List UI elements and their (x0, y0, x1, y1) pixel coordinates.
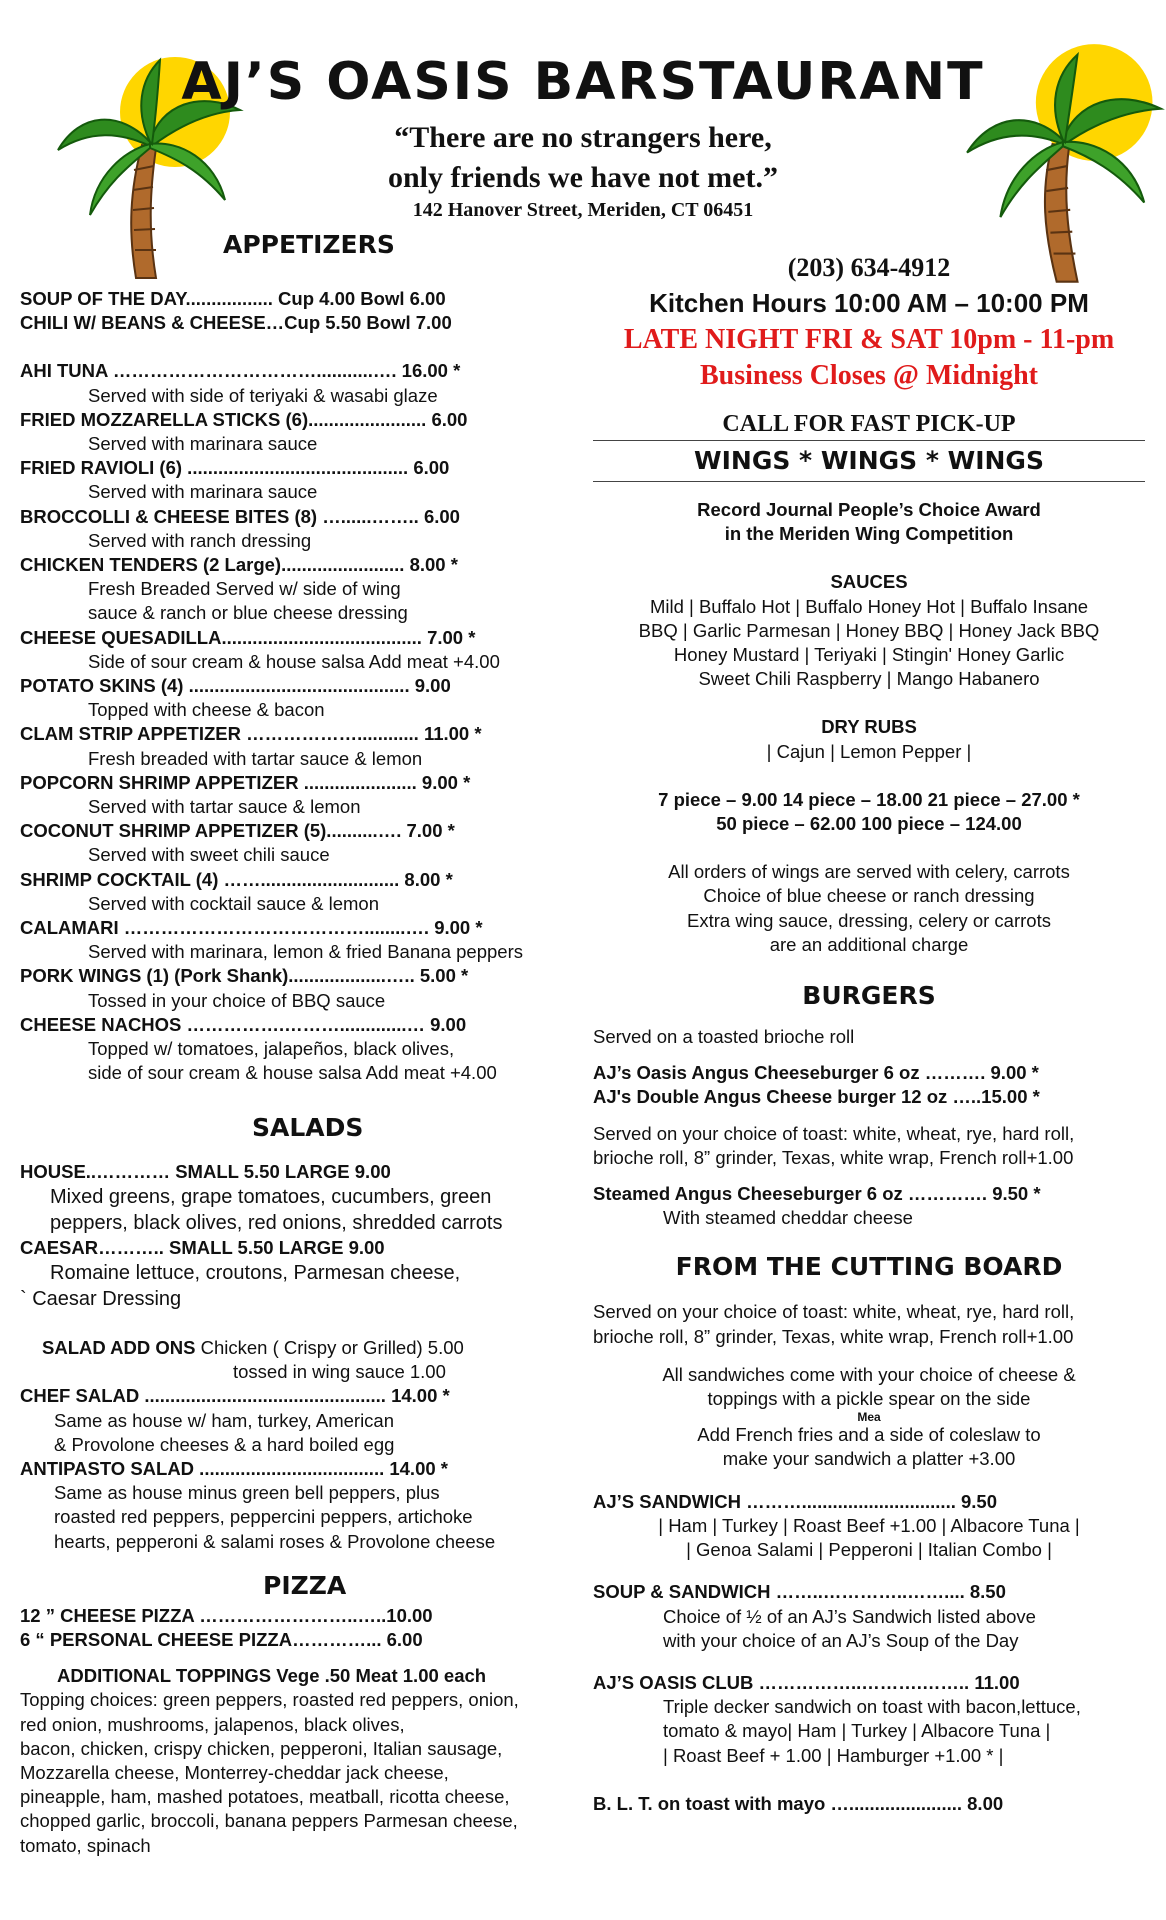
topping-line: chopped garlic, broccoli, banana peppers Parmesan cheese, (20, 1810, 518, 1832)
menu-item-name: AHI TUNA ……………………………...........…. 16.00 * (20, 360, 461, 382)
award-line: Record Journal People’s Choice Award (697, 499, 1041, 520)
right-menu-column (593, 252, 1145, 1816)
motto-line-1: “There are no strangers here, (394, 121, 772, 154)
toast-line: brioche roll, 8” grinder, Texas, white wrap, French roll+1.00 (593, 1325, 1074, 1347)
sandwich-aj: AJ’S SANDWICH ……….............................. 9.50 (593, 1490, 997, 1512)
price-line: 50 piece – 62.00 100 piece – 124.00 (716, 813, 1022, 835)
sauce-line: BBQ | Garlic Parmesan | Honey BBQ | Honey Jack BBQ (638, 619, 1100, 641)
menu-item-name: FRIED RAVIOLI (6) ........................................... 6.00 (20, 457, 450, 479)
topping-line: Mozzarella cheese, Monterrey-cheddar jack cheese, (20, 1761, 449, 1783)
menu-item-name: CHEESE NACHOS …………….……….............… 9.00 (20, 1013, 467, 1035)
option-line: | Ham | Turkey | Roast Beef +1.00 | Albacore Tuna | (658, 1514, 1080, 1536)
menu-item-desc: & Provolone cheeses & a hard boiled egg (54, 1433, 395, 1455)
menu-item-name: POPCORN SHRIMP APPETIZER ...................... 9.00 * (20, 771, 471, 793)
menu-item-desc: Tossed in your choice of BBQ sauce (88, 989, 386, 1011)
menu-item-desc: Served with sweet chili sauce (88, 844, 330, 866)
menu-item-desc: Same as house w/ ham, turkey, American (54, 1409, 395, 1431)
street-address: 142 Hanover Street, Meriden, CT 06451 (412, 199, 754, 221)
motto-quote (0, 118, 1166, 198)
salads-heading: SALADS (252, 1112, 364, 1142)
sauce-list (593, 595, 1145, 692)
chili-beans-cheese: CHILI W/ BEANS & CHEESE…Cup 5.50 Bowl 7.00 (20, 312, 452, 334)
menu-item-desc: Choice of ½ of an AJ’s Sandwich listed above (663, 1605, 1036, 1627)
closing-time: Business Closes @ Midnight (699, 360, 1038, 391)
sauces-heading: SAUCES (830, 571, 908, 593)
option-line: | Genoa Salami | Pepperoni | Italian Combo | (686, 1539, 1052, 1561)
menu-item-desc: Served with marinara sauce (88, 433, 318, 455)
note-line: All orders of wings are served with celery, carrots (668, 861, 1070, 883)
menu-item-name: CHEESE QUESADILLA....................................... 7.00 * (20, 626, 476, 648)
menu-item-desc: Served with marinara sauce (88, 481, 318, 503)
oasis-club: AJ’S OASIS CLUB ……………..……….…….. 11.00 (593, 1671, 1020, 1693)
wing-notes (593, 860, 1145, 957)
menu-item-desc: with your choice of an AJ’s Soup of the Day (663, 1629, 1019, 1651)
salad-chef: CHEF SALAD ............................................... 14.00 * (20, 1385, 450, 1407)
dry-rubs-list: | Cajun | Lemon Pepper | (766, 740, 972, 762)
menu-item-desc: Fresh breaded with tartar sauce & lemon (88, 747, 423, 769)
note-line: are an additional charge (769, 933, 969, 955)
pizza-toppings-heading: ADDITIONAL TOPPINGS Vege .50 Meat 1.00 each (57, 1665, 487, 1687)
menu-item-desc: Triple decker sandwich on toast with bacon,lettuce, (663, 1696, 1081, 1718)
menu-item-name: CHICKEN TENDERS (2 Large)........................ 8.00 * (20, 554, 458, 576)
left-menu-column (20, 225, 595, 1858)
salad-antipasto: ANTIPASTO SALAD .................................... 14.00 * (20, 1457, 448, 1479)
menu-item-desc: Same as house minus green bell peppers, plus (54, 1482, 440, 1504)
note-line: Extra wing sauce, dressing, celery or carrots (687, 909, 1051, 931)
topping-line: red onion, mushrooms, jalapenos, black olives, (20, 1713, 405, 1735)
menu-item-name: FRIED MOZZARELLA STICKS (6)....................... 6.00 (20, 408, 468, 430)
topping-line: bacon, chicken, crispy chicken, pepperoni, Italian sausage, (20, 1737, 503, 1759)
salad-caesar-desc (20, 1260, 595, 1312)
award-line: in the Meriden Wing Competition (724, 523, 1014, 545)
toast-line: brioche roll, 8” grinder, Texas, white wrap, French roll+1.00 (593, 1146, 1074, 1168)
menu-item-desc: Served with side of teriyaki & wasabi glaze (88, 384, 438, 406)
menu-item-desc: Served with marinara, lemon & fried Banana peppers (88, 941, 523, 963)
salad-add-ons-wing-sauce: tossed in wing sauce 1.00 (233, 1361, 446, 1383)
menu-item-desc: With steamed cheddar cheese (663, 1207, 913, 1229)
pizza-heading: PIZZA (263, 1570, 347, 1600)
menu-item-desc: Topped with cheese & bacon (88, 699, 325, 721)
blt-sandwich: B. L. T. on toast with mayo …...................... 8.00 (593, 1792, 1004, 1814)
phone-number: (203) 634-4912 (787, 253, 951, 282)
late-night-hours: LATE NIGHT FRI & SAT 10pm - 11-pm (623, 324, 1115, 355)
sandwich-notes (593, 1363, 1145, 1472)
pizza-toppings-list (20, 1688, 595, 1857)
menu-item-desc: | Roast Beef + 1.00 | Hamburger +1.00 * | (663, 1744, 1004, 1766)
burger-oasis-angus: AJ’s Oasis Angus Cheeseburger 6 oz ………. 9.00 * (593, 1062, 1039, 1084)
salad-add-ons-chicken: Chicken ( Crispy or Grilled) 5.00 (195, 1336, 464, 1358)
menu-item-name: CALAMARI …………………………………........…. 9.00 * (20, 917, 483, 939)
menu-item-desc: sauce & ranch or blue cheese dressing (88, 602, 408, 624)
menu-item-desc: Served with ranch dressing (88, 529, 312, 551)
menu-item-desc: Topped w/ tomatoes, jalapeños, black olives, (88, 1038, 455, 1060)
soup-of-the-day: SOUP OF THE DAY................. Cup 4.00 Bowl 6.00 (20, 288, 446, 309)
menu-item-desc: hearts, pepperoni & salami roses & Provolone cheese (54, 1530, 496, 1552)
burger-steamed-angus: Steamed Angus Cheeseburger 6 oz …………. 9.50 * (593, 1183, 1041, 1205)
menu-item-desc: side of sour cream & house salsa Add meat +4.00 (88, 1062, 497, 1084)
topping-line: pineapple, ham, mashed potatoes, meatball, ricotta cheese, (20, 1786, 510, 1808)
sauce-line: Mild | Buffalo Hot | Buffalo Honey Hot | Buffalo Insane (649, 595, 1089, 617)
menu-item-name: SHRIMP COCKTAIL (4) ……........................... 8.00 * (20, 868, 453, 890)
dry-rubs-heading: DRY RUBS (821, 716, 917, 738)
price-line: 7 piece – 9.00 14 piece – 18.00 21 piece – 27.00 * (658, 788, 1080, 810)
salad-house-desc (20, 1184, 595, 1236)
menu-item-desc: tomato & mayo| Ham | Turkey | Albacore Tuna | (663, 1720, 1051, 1742)
motto-line-2: only friends we have not met.” (388, 161, 778, 194)
menu-item-desc: Side of sour cream & house salsa Add meat +4.00 (88, 650, 500, 672)
sauce-line: Sweet Chili Raspberry | Mango Habanero (698, 668, 1040, 690)
stray-text: Mea (857, 1410, 881, 1425)
toast-line: Served on your choice of toast: white, wheat, rye, hard roll, (593, 1122, 1075, 1144)
menu-item-name: BROCCOLLI & CHEESE BITES (8) …......…….. 6.00 (20, 505, 460, 527)
note-line: All sandwiches come with your choice of cheese & (662, 1363, 1076, 1385)
menu-item-desc: Fresh Breaded Served w/ side of wing (88, 578, 401, 600)
appetizer-list (20, 359, 595, 1085)
burger-double-angus: AJ's Double Angus Cheese burger 12 oz …..15.00 * (593, 1086, 1040, 1108)
salad-add-ons-label: SALAD ADD ONS (42, 1336, 196, 1358)
note-line: Choice of blue cheese or ranch dressing (703, 885, 1035, 907)
menu-item-desc: Served with cocktail sauce & lemon (88, 892, 379, 914)
note-line: make your sandwich a platter +3.00 (722, 1448, 1016, 1470)
sandwich-options (593, 1514, 1145, 1562)
restaurant-title: AJ’S OASIS BARSTAURANT (181, 52, 985, 112)
burgers-heading: BURGERS (802, 981, 936, 1011)
pizza-cheese-12: 12 ” CHEESE PIZZA ……………………..…..10.00 (20, 1604, 433, 1626)
salad-add-ons (20, 1336, 595, 1360)
menu-item-desc: Served with tartar sauce & lemon (88, 796, 361, 818)
wing-award (593, 498, 1145, 546)
menu-item-name: POTATO SKINS (4) ........................................... 9.00 (20, 675, 451, 697)
note-line: toppings with a pickle spear on the side (707, 1388, 1031, 1410)
salad-caesar: CAESAR……….. SMALL 5.50 LARGE 9.00 (20, 1236, 385, 1258)
menu-item-desc: peppers, black olives, red onions, shredded carrots (50, 1211, 503, 1234)
topping-line: tomato, spinach (20, 1834, 151, 1856)
kitchen-hours: Kitchen Hours 10:00 AM – 10:00 PM (649, 288, 1089, 318)
appetizers-heading: APPETIZERS (223, 230, 395, 259)
burgers-intro: Served on a toasted brioche roll (593, 1026, 855, 1048)
menu-item-name: COCONUT SHRIMP APPETIZER (5)..........…. 7.00 * (20, 820, 455, 842)
menu-item-desc: Romaine lettuce, croutons, Parmesan cheese, (50, 1261, 461, 1284)
note-line: Add French fries and a side of coleslaw to (697, 1424, 1041, 1446)
menu-item-desc: Mixed greens, grape tomatoes, cucumbers, green (50, 1185, 492, 1208)
pickup-callout: CALL FOR FAST PICK-UP (722, 411, 1016, 437)
soup-and-sandwich: SOUP & SANDWICH ……..…………..…….... 8.50 (593, 1581, 1006, 1603)
menu-item-name: CLAM STRIP APPETIZER ………………............ 11.00 * (20, 723, 482, 745)
cutting-board-heading: FROM THE CUTTING BOARD (675, 1252, 1063, 1282)
menu-item-name: PORK WINGS (1) (Pork Shank)...................….. 5.00 * (20, 965, 469, 987)
salad-house: HOUSE..………… SMALL 5.50 LARGE 9.00 (20, 1160, 391, 1182)
sauce-line: Honey Mustard | Teriyaki | Stingin' Honey Garlic (673, 644, 1065, 666)
menu-item-desc: ` Caesar Dressing (20, 1287, 182, 1310)
wing-prices (593, 788, 1145, 836)
wings-heading: WINGS * WINGS * WINGS (694, 446, 1044, 475)
pizza-personal-6: 6 “ PERSONAL CHEESE PIZZA…………... 6.00 (20, 1628, 423, 1650)
toast-line: Served on your choice of toast: white, wheat, rye, hard roll, (593, 1301, 1075, 1323)
menu-item-desc: roasted red peppers, peppercini peppers, artichoke (54, 1506, 473, 1528)
topping-line: Topping choices: green peppers, roasted red peppers, onion, (20, 1689, 519, 1711)
